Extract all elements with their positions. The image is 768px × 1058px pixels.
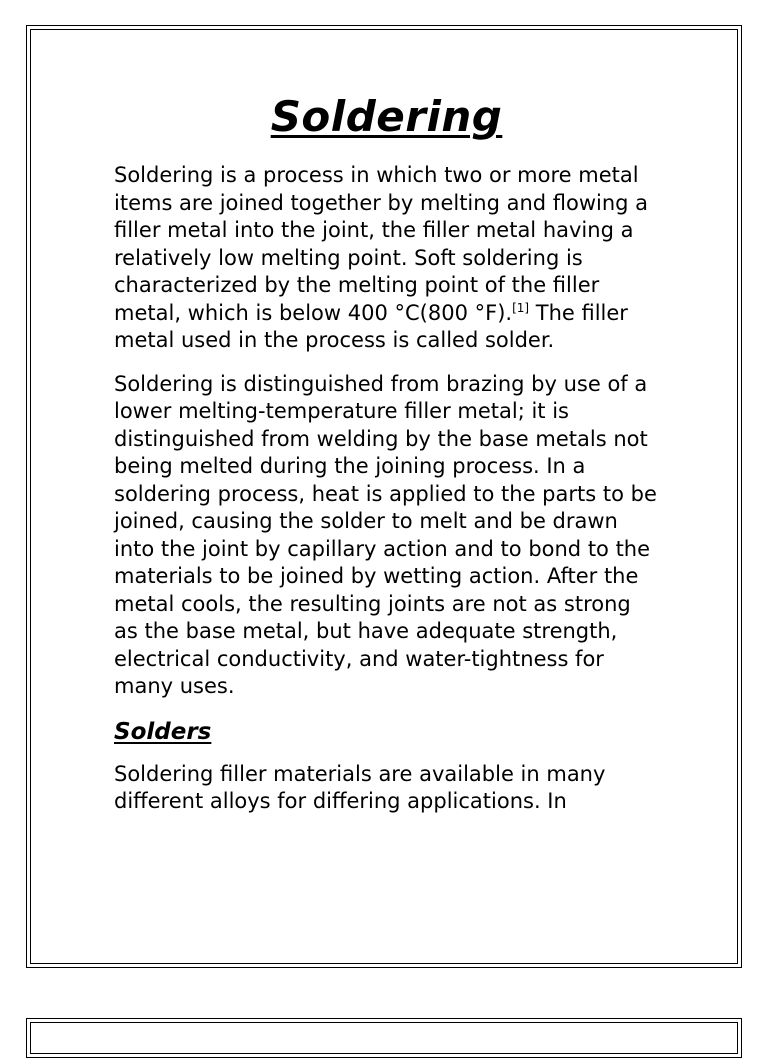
next-page-border: [26, 1018, 742, 1058]
paragraph-solders: Soldering filler materials are available in many different alloys for differing applications. In: [114, 761, 606, 813]
next-page-border-inner: [30, 1022, 738, 1054]
paragraph-intro: [114, 162, 659, 355]
page-title: Soldering: [270, 92, 503, 141]
page-content: [114, 90, 659, 832]
paragraph-intro-text: Soldering is a process in which two or more metal items are joined together by melting and flowing a filler metal into the joint, the filler metal having a relatively low melting point. Soft soldering is characterized by the melting point of the filler metal, which is below 400 °C(800 °F).: [114, 163, 649, 325]
paragraph-intro-text-cont: The filler metal used in the process is called solder.: [114, 300, 628, 352]
section-heading-solders: Solders: [114, 718, 212, 745]
paragraph-comparison: Soldering is distinguished from brazing by use of a lower melting-temperature filler metal; it is distinguished from welding by the base metals not being melted during the joining process. In a soldering process, heat is applied to the parts to be joined, causing the solder to melt and be drawn into the joint by capillary action and to bond to the materials to be joined by wetting action. After the metal cools, the resulting joints are not as strong as the base metal, but have adequate strength, electrical conductivity, and water-tightness for many uses.: [114, 371, 657, 698]
citation-link[interactable]: [1]: [512, 300, 530, 315]
